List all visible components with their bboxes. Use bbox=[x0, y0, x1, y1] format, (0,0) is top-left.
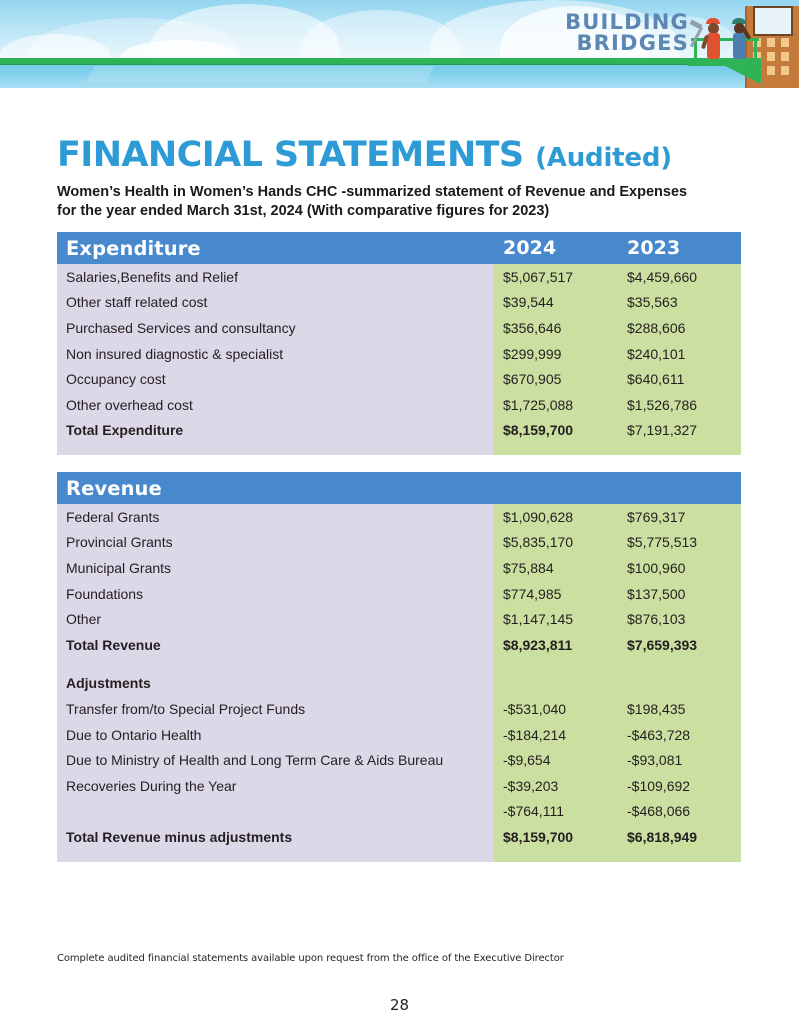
row-label: Other overhead cost bbox=[57, 392, 494, 418]
bridge-ramp bbox=[725, 66, 761, 84]
row-label: Municipal Grants bbox=[57, 555, 494, 581]
row-value-2023: $137,500 bbox=[618, 581, 741, 607]
railing-post bbox=[754, 38, 757, 60]
table-row bbox=[57, 392, 741, 418]
building-window bbox=[767, 38, 775, 47]
water-sheen bbox=[86, 66, 435, 82]
revenue-table-header-row bbox=[57, 472, 741, 504]
row-value-2023: $288,606 bbox=[618, 315, 741, 341]
row-value-2024: $1,090,628 bbox=[494, 504, 618, 530]
table-row bbox=[57, 824, 741, 850]
row-value-2023: $876,103 bbox=[618, 606, 741, 632]
row-label: Due to Ontario Health bbox=[57, 722, 494, 748]
row-label: Salaries,Benefits and Relief bbox=[57, 264, 494, 290]
row-label: Recoveries During the Year bbox=[57, 773, 494, 799]
spacer-cell bbox=[618, 658, 741, 671]
table-row bbox=[57, 581, 741, 607]
row-label: Other staff related cost bbox=[57, 290, 494, 316]
row-value-2024: -$39,203 bbox=[494, 773, 618, 799]
page-title-qualifier: (Audited) bbox=[535, 143, 672, 173]
row-label: Other bbox=[57, 606, 494, 632]
row-value-2024: $670,905 bbox=[494, 366, 618, 392]
row-value-2024: $5,835,170 bbox=[494, 530, 618, 556]
row-value-2023: $5,775,513 bbox=[618, 530, 741, 556]
revenue-header-label: Revenue bbox=[57, 472, 494, 504]
table-row bbox=[57, 290, 741, 316]
spacer-cell bbox=[494, 658, 618, 671]
hammer-head-icon bbox=[690, 19, 703, 29]
row-label bbox=[57, 799, 494, 825]
row-value-2024: $8,923,811 bbox=[494, 632, 618, 658]
row-label: Non insured diagnostic & specialist bbox=[57, 341, 494, 367]
building-window bbox=[781, 38, 789, 47]
footnote: Complete audited financial statements available upon request from the office of the Executive Director bbox=[57, 953, 564, 964]
row-value-2024: $1,725,088 bbox=[494, 392, 618, 418]
row-value-2024: $8,159,700 bbox=[494, 418, 618, 444]
table-row bbox=[57, 418, 741, 444]
building-window bbox=[767, 66, 775, 75]
worker-body bbox=[707, 33, 720, 59]
table-row bbox=[57, 696, 741, 722]
row-value-2024: $39,544 bbox=[494, 290, 618, 316]
revenue-header-year-2023 bbox=[618, 472, 741, 504]
row-label: Purchased Services and consultancy bbox=[57, 315, 494, 341]
row-label: Foundations bbox=[57, 581, 494, 607]
page-title bbox=[57, 136, 747, 177]
expenditure-table-body bbox=[57, 264, 741, 455]
table-spacer-row bbox=[57, 443, 741, 455]
construction-workers-illustration bbox=[669, 0, 799, 88]
row-value-2023: $769,317 bbox=[618, 504, 741, 530]
row-value-2023: $1,526,786 bbox=[618, 392, 741, 418]
row-value-2023: -$109,692 bbox=[618, 773, 741, 799]
building-window bbox=[781, 52, 789, 61]
logo-line-1: BUILDING bbox=[565, 10, 689, 34]
worker-figure-right bbox=[729, 18, 753, 64]
row-value-2023: $7,659,393 bbox=[618, 632, 741, 658]
worker-body bbox=[733, 33, 746, 59]
table-row bbox=[57, 799, 741, 825]
spacer-cell bbox=[57, 658, 494, 671]
spacer-cell bbox=[494, 443, 618, 455]
page-title-main: FINANCIAL STATEMENTS bbox=[57, 135, 524, 175]
row-value-2024: -$9,654 bbox=[494, 747, 618, 773]
page-number: 28 bbox=[389, 996, 410, 1014]
expenditure-header-year-2024: 2024 bbox=[494, 232, 618, 264]
row-label: Occupancy cost bbox=[57, 366, 494, 392]
row-value-2023: $640,611 bbox=[618, 366, 741, 392]
worker-figure-left bbox=[703, 18, 727, 64]
row-label: Due to Ministry of Health and Long Term Care & Aids Bureau bbox=[57, 747, 494, 773]
row-value-2024: -$184,214 bbox=[494, 722, 618, 748]
row-value-2024: $5,067,517 bbox=[494, 264, 618, 290]
row-value-2024: $299,999 bbox=[494, 341, 618, 367]
building-window-glass bbox=[753, 6, 793, 36]
table-row bbox=[57, 606, 741, 632]
revenue-header-year-2024 bbox=[494, 472, 618, 504]
page-subtitle: Women’s Health in Women’s Hands CHC -summarized statement of Revenue and Expenses for the year ended March 31st, 2024 (With comparative figures for 2023) bbox=[57, 184, 688, 219]
page-header-banner bbox=[0, 0, 799, 88]
row-value-2023: $7,191,327 bbox=[618, 418, 741, 444]
page-title-block bbox=[57, 136, 747, 221]
row-value-2024: $1,147,145 bbox=[494, 606, 618, 632]
expenditure-table-header-row bbox=[57, 232, 741, 264]
row-label: Total Revenue minus adjustments bbox=[57, 824, 494, 850]
row-label: Total Expenditure bbox=[57, 418, 494, 444]
row-value-2023: -$468,066 bbox=[618, 799, 741, 825]
spacer-cell bbox=[618, 443, 741, 455]
spacer-cell bbox=[57, 443, 494, 455]
row-value-2024: $75,884 bbox=[494, 555, 618, 581]
building-window bbox=[767, 52, 775, 61]
row-label: Federal Grants bbox=[57, 504, 494, 530]
spacer-cell bbox=[618, 850, 741, 862]
row-value-2023: $35,563 bbox=[618, 290, 741, 316]
expenditure-header-label: Expenditure bbox=[57, 232, 494, 264]
row-value-2023: -$463,728 bbox=[618, 722, 741, 748]
table-row bbox=[57, 632, 741, 658]
row-value-2023: $198,435 bbox=[618, 696, 741, 722]
table-row bbox=[57, 366, 741, 392]
table-row bbox=[57, 722, 741, 748]
table-row bbox=[57, 315, 741, 341]
row-value-2024 bbox=[494, 671, 618, 697]
row-label: Total Revenue bbox=[57, 632, 494, 658]
row-value-2024: $774,985 bbox=[494, 581, 618, 607]
row-value-2024: $8,159,700 bbox=[494, 824, 618, 850]
row-value-2023: $240,101 bbox=[618, 341, 741, 367]
row-value-2023: $6,818,949 bbox=[618, 824, 741, 850]
spacer-cell bbox=[494, 850, 618, 862]
revenue-table bbox=[57, 472, 741, 862]
table-row bbox=[57, 264, 741, 290]
table-row bbox=[57, 747, 741, 773]
row-value-2023 bbox=[618, 671, 741, 697]
row-value-2023: -$93,081 bbox=[618, 747, 741, 773]
table-row bbox=[57, 773, 741, 799]
table-row bbox=[57, 555, 741, 581]
row-value-2024: -$531,040 bbox=[494, 696, 618, 722]
table-row bbox=[57, 671, 741, 697]
spacer-cell bbox=[57, 850, 494, 862]
table-row bbox=[57, 341, 741, 367]
row-value-2024: $356,646 bbox=[494, 315, 618, 341]
row-label: Adjustments bbox=[57, 671, 494, 697]
row-value-2023: $4,459,660 bbox=[618, 264, 741, 290]
building-window bbox=[781, 66, 789, 75]
row-value-2023: $100,960 bbox=[618, 555, 741, 581]
expenditure-header-year-2023: 2023 bbox=[618, 232, 741, 264]
row-label: Provincial Grants bbox=[57, 530, 494, 556]
table-spacer-row bbox=[57, 658, 741, 671]
logo-line-2: BRIDGES bbox=[576, 31, 689, 55]
row-value-2024: -$764,111 bbox=[494, 799, 618, 825]
row-label: Transfer from/to Special Project Funds bbox=[57, 696, 494, 722]
table-row bbox=[57, 530, 741, 556]
table-row bbox=[57, 504, 741, 530]
table-spacer-row bbox=[57, 850, 741, 862]
expenditure-table bbox=[57, 232, 741, 455]
revenue-table-body bbox=[57, 504, 741, 862]
